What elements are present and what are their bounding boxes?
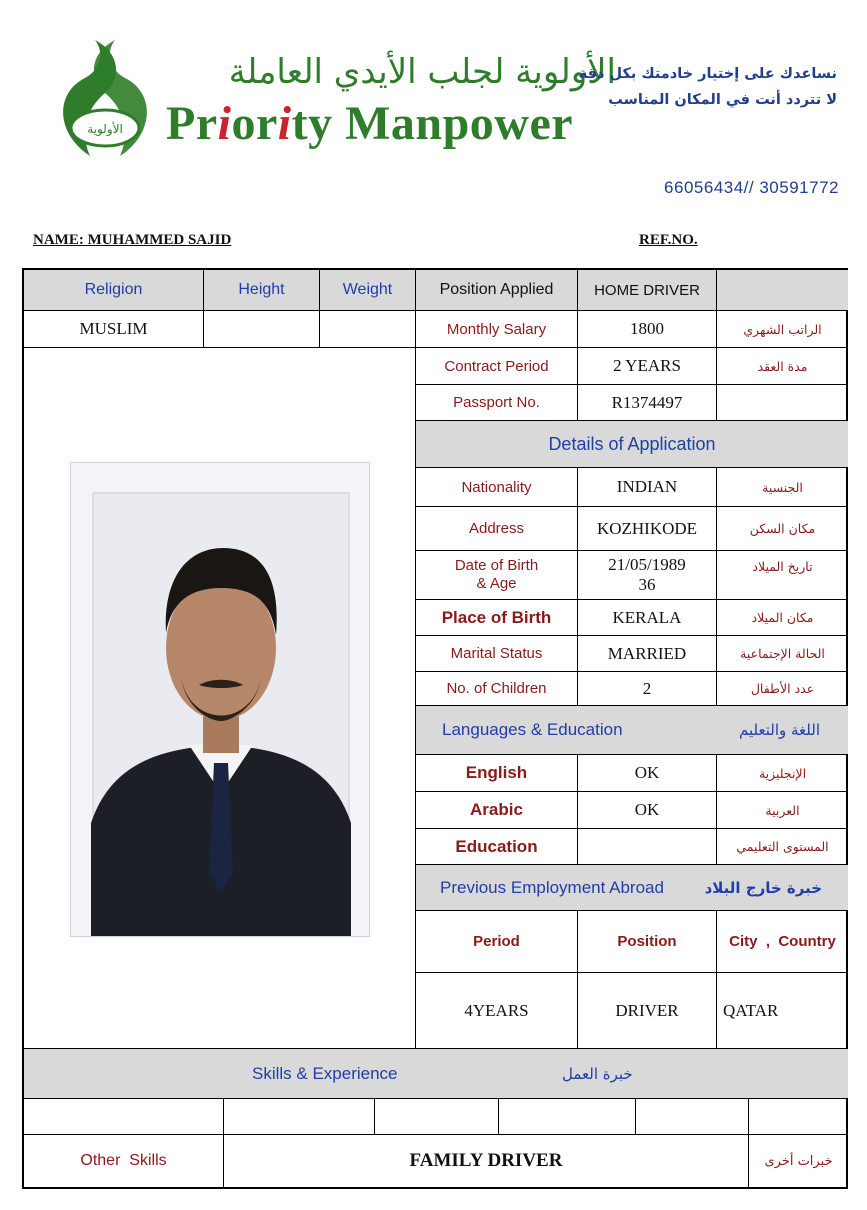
monthly-salary-value: 1800 (578, 311, 717, 348)
education-ar: المستوى التعليمي (717, 829, 848, 865)
religion-header: Religion (24, 270, 204, 311)
employment-title: Previous Employment Abroad (440, 877, 664, 897)
passport-ar (717, 385, 848, 421)
skills-cell-4 (499, 1099, 636, 1135)
languages-title-ar: اللغة والتعليم (739, 721, 820, 739)
address-label: Address (416, 507, 578, 551)
position-applied-label: Position Applied (416, 270, 578, 311)
employment-period-value: 4YEARS (416, 973, 578, 1049)
english-value: OK (578, 755, 717, 792)
children-label: No. of Children (416, 672, 578, 706)
place-of-birth-label: Place of Birth (416, 600, 578, 636)
passport-value: R1374497 (578, 385, 717, 421)
skills-title-ar: خبرة العمل (562, 1064, 633, 1083)
letterhead (0, 0, 867, 210)
city-country-header: City , Country (717, 911, 848, 973)
skills-cell-2 (224, 1099, 375, 1135)
nationality-value: INDIAN (578, 468, 717, 507)
monthly-salary-ar: الراتب الشهري (717, 311, 848, 348)
skills-cell-6 (749, 1099, 848, 1135)
other-skills-value: FAMILY DRIVER (224, 1135, 749, 1187)
arabic-value: OK (578, 792, 717, 829)
languages-title: Languages & Education (442, 720, 623, 739)
children-ar: عدد الأطفال (717, 672, 848, 706)
address-ar: مكان السكن (717, 507, 848, 551)
dob-ar: تاريخ الميلاد (717, 551, 848, 600)
tagline-line-2: لا تتردد أنت في المكان المناسب (608, 92, 837, 108)
height-header: Height (204, 270, 320, 311)
english-label: English (416, 755, 578, 792)
skills-title: Skills & Experience (252, 1063, 398, 1083)
position-applied-value: HOME DRIVER (578, 270, 717, 311)
position-applied-ar (717, 270, 848, 311)
employment-title-ar: خبرة خارج البلاد (704, 878, 822, 897)
weight-value (320, 311, 416, 348)
english-ar: الإنجليزية (717, 755, 848, 792)
education-value (578, 829, 717, 865)
company-logo-icon (50, 38, 160, 160)
arabic-label: Arabic (416, 792, 578, 829)
nationality-ar: الجنسية (717, 468, 848, 507)
skills-cell-5 (636, 1099, 749, 1135)
tagline-line-1: نساعدك على إختيار خادمتك بكل دقة (578, 66, 837, 82)
employment-position-value: DRIVER (578, 973, 717, 1049)
place-of-birth-value: KERALA (578, 600, 717, 636)
company-name-english: Priority Manpower (166, 97, 574, 150)
other-skills-label: Other Skills (24, 1135, 224, 1187)
address-value: KOZHIKODE (578, 507, 717, 551)
position-header: Position (578, 911, 717, 973)
other-skills-ar: خبرات أخرى (764, 1153, 833, 1169)
skills-cell-3 (375, 1099, 499, 1135)
monthly-salary-label: Monthly Salary (416, 311, 578, 348)
applicant-portrait-icon (71, 463, 370, 937)
application-form (22, 268, 848, 1189)
passport-label: Passport No. (416, 385, 578, 421)
skills-section (24, 1049, 848, 1099)
religion-value: MUSLIM (24, 311, 204, 348)
employment-city-value: QATAR (717, 973, 848, 1049)
languages-section (416, 706, 848, 755)
skills-cell-1 (24, 1099, 224, 1135)
dob-value: 21/05/1989 36 (578, 551, 717, 600)
applicant-photo (70, 462, 370, 937)
logo-seal-text: الأولوية (87, 122, 123, 136)
arabic-ar: العربية (717, 792, 848, 829)
height-value (204, 311, 320, 348)
phone-numbers: 66056434// 30591772 (664, 178, 839, 197)
contract-period-value: 2 YEARS (578, 348, 717, 385)
contract-period-label: Contract Period (416, 348, 578, 385)
reference-number: REF.NO. (639, 232, 698, 248)
employment-section (416, 865, 848, 911)
contract-period-ar: مدة العقد (717, 348, 848, 385)
weight-header: Weight (320, 270, 416, 311)
period-header: Period (416, 911, 578, 973)
candidate-name: NAME: MUHAMMED SAJID (33, 232, 232, 248)
nationality-label: Nationality (416, 468, 578, 507)
place-of-birth-ar: مكان الميلاد (717, 600, 848, 636)
company-name-arabic: الأولوية لجلب الأيدي العاملة (228, 52, 616, 92)
children-value: 2 (578, 672, 717, 706)
education-label: Education (416, 829, 578, 865)
dob-label: Date of Birth & Age (416, 551, 578, 600)
marital-status-ar: الحالة الإجتماعية (717, 636, 848, 672)
details-section-title: Details of Application (416, 421, 848, 468)
marital-status-value: MARRIED (578, 636, 717, 672)
photo-cell (24, 348, 416, 1049)
marital-status-label: Marital Status (416, 636, 578, 672)
